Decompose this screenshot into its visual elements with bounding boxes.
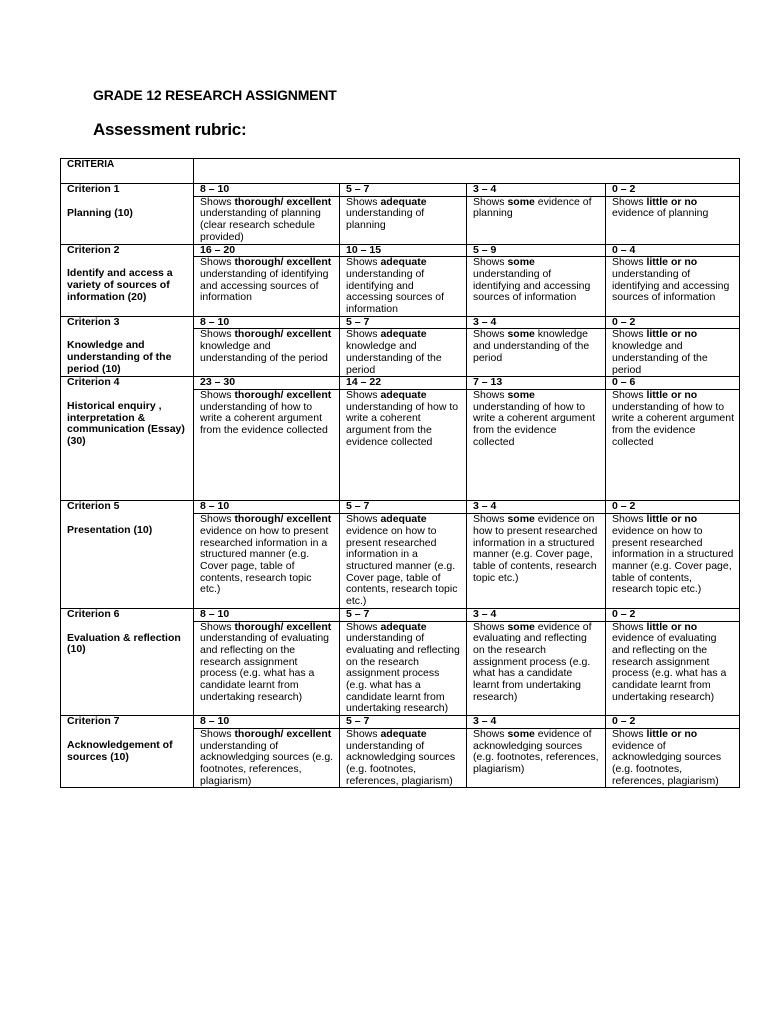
score-range-cell: 23 – 30 [194,377,340,390]
description-text: understanding of identifying and accessing sources of information [612,267,730,304]
description-text: understanding of how to write a coherent argument from the evidence collected [346,400,459,448]
description-prefix: Shows [612,195,647,208]
score-range-cell: 8 – 10 [194,316,340,329]
criterion-name: Evaluation & reflection (10) [67,631,181,656]
description-level-keyword: adequate [380,388,427,401]
level-description-cell [606,257,740,317]
description-text: evidence of acknowledging sources (e.g. footnotes, references, plagiarism) [612,739,722,787]
score-range-cell: 8 – 10 [194,716,340,729]
score-range-cell: 0 – 2 [606,716,740,729]
description-text: knowledge and understanding of the period [612,340,708,376]
score-range-cell: 5 – 9 [467,244,606,257]
score-range-cell: 3 – 4 [467,608,606,621]
page-title: GRADE 12 RESEARCH ASSIGNMENT [93,87,337,103]
description-text: evidence on how to present researched information in a structured manner (e.g. Cover page, table of contents, research topic etc.) [200,524,329,596]
description-prefix: Shows [200,256,235,269]
description-text: knowledge and understanding of the period [200,340,328,364]
description-text: knowledge and understanding of the period [346,340,442,376]
description-level-keyword: thorough/ excellent [234,328,332,341]
level-description-cell [606,728,740,788]
description-level-keyword: some [507,620,535,633]
description-prefix: Shows [473,256,508,269]
level-description-cell [467,728,606,788]
level-description-cell [194,257,340,317]
description-level-keyword: thorough/ excellent [234,727,332,740]
score-range-cell: 16 – 20 [194,244,340,257]
level-description-cell [467,257,606,317]
description-prefix: Shows [473,513,508,526]
score-range-cell: 3 – 4 [467,316,606,329]
score-range-cell: 5 – 7 [340,716,467,729]
level-description-cell [340,621,467,716]
description-prefix: Shows [346,195,381,208]
criterion-cell [61,377,194,501]
description-text: understanding of identifying and accessing sources of information [346,267,445,316]
description-text: evidence on how to present researched information in a structured manner (e.g. Cover page, table of contents, research topic etc.) [473,513,598,584]
score-range-cell: 5 – 7 [340,184,467,197]
criterion-label: Criterion 5 [67,500,120,513]
criterion-score-row [61,716,740,729]
description-prefix: Shows [612,727,647,740]
score-range-cell: 0 – 6 [606,377,740,390]
description-text: understanding of evaluating and reflecting on the research assignment process (e.g. what has a candidate learnt from undertaking research) [200,632,330,703]
description-prefix: Shows [473,388,508,401]
criteria-header-cell [61,159,194,184]
description-level-keyword: thorough/ excellent [234,256,332,269]
description-level-keyword: little or no [646,256,698,269]
score-range-cell: 5 – 7 [340,501,467,514]
score-range-cell: 3 – 4 [467,716,606,729]
description-prefix: Shows [346,388,381,401]
level-description-cell [606,514,740,609]
level-description-cell [340,389,467,501]
description-level-keyword: thorough/ excellent [234,195,332,208]
criterion-score-row [61,501,740,514]
criterion-cell [61,608,194,715]
description-level-keyword: adequate [380,513,427,526]
description-text: evidence of acknowledging sources (e.g. footnotes, references, plagiarism) [473,727,599,775]
header-blank-cell [194,159,740,184]
criterion-label: Criterion 4 [67,376,120,389]
score-range-cell: 0 – 2 [606,608,740,621]
criterion-score-row [61,608,740,621]
score-range-cell: 5 – 7 [340,316,467,329]
criterion-name: Acknowledgement of sources (10) [67,738,173,763]
description-level-keyword: some [507,513,535,526]
description-level-keyword: adequate [380,195,427,208]
criterion-name: Historical enquiry , interpretation & communication (Essay) (30) [67,399,185,448]
level-description-cell [194,728,340,788]
criterion-score-row [61,316,740,329]
description-level-keyword: little or no [646,727,698,740]
description-text: understanding of planning [346,207,425,232]
description-prefix: Shows [612,620,647,633]
level-description-cell [606,329,740,377]
description-text: understanding of acknowledging sources (e.g. footnotes, references, plagiarism) [346,739,456,787]
criterion-label: Criterion 6 [67,607,120,620]
level-description-cell [467,621,606,716]
description-level-keyword: thorough/ excellent [234,620,332,633]
description-prefix: Shows [346,727,381,740]
description-level-keyword: some [507,328,535,341]
score-range-cell: 8 – 10 [194,608,340,621]
description-prefix: Shows [473,727,508,740]
score-range-cell: 3 – 4 [467,184,606,197]
description-level-keyword: thorough/ excellent [234,388,332,401]
description-prefix: Shows [346,513,381,526]
description-level-keyword: adequate [380,727,427,740]
level-description-cell [340,329,467,377]
level-description-cell [194,389,340,501]
score-range-cell: 0 – 2 [606,501,740,514]
level-description-cell [467,389,606,501]
criterion-cell [61,316,194,377]
description-level-keyword: adequate [380,620,427,633]
criterion-label: Criterion 1 [67,183,120,195]
level-description-cell [340,257,467,317]
description-prefix: Shows [200,195,235,208]
rubric-table [60,158,740,788]
criterion-score-row [61,184,740,197]
score-range-cell: 0 – 4 [606,244,740,257]
score-range-cell: 5 – 7 [340,608,467,621]
description-text: knowledge and understanding of the period [473,328,590,364]
description-level-keyword: little or no [646,513,698,526]
description-prefix: Shows [612,328,647,341]
page-subtitle: Assessment rubric: [93,120,247,139]
description-text: understanding of how to write a coherent argument from the evidence collected [473,400,595,448]
description-prefix: Shows [612,388,647,401]
description-prefix: Shows [473,328,508,341]
description-prefix: Shows [200,388,235,401]
criterion-score-row [61,244,740,257]
level-description-cell [467,196,606,244]
description-prefix: Shows [346,620,381,633]
description-level-keyword: some [507,256,535,269]
description-level-keyword: some [507,388,535,401]
description-prefix: Shows [200,727,235,740]
level-description-cell [194,621,340,716]
rubric-body [61,159,740,788]
description-text: evidence of planning [473,195,592,220]
description-prefix: Shows [200,620,235,633]
description-level-keyword: little or no [646,620,698,633]
level-description-cell [194,196,340,244]
description-level-keyword: little or no [646,195,698,208]
score-range-cell: 8 – 10 [194,184,340,197]
description-text: evidence of evaluating and reflecting on the research assignment process (e.g. what has a candidate learnt from undertaking research) [612,632,727,703]
level-description-cell [194,514,340,609]
level-description-cell [194,329,340,377]
level-description-cell [467,329,606,377]
header-row [61,159,740,184]
description-prefix: Shows [346,328,381,341]
description-prefix: Shows [346,256,381,269]
description-level-keyword: some [507,727,535,740]
description-level-keyword: adequate [380,256,427,269]
description-level-keyword: some [507,195,535,208]
description-text: understanding of evaluating and reflecting on the research assignment process (e.g. what has a candidate learnt from undertaking research) [346,632,460,715]
score-range-cell: 14 – 22 [340,377,467,390]
description-text: evidence on how to present researched information in a structured manner (e.g. Cover page, table of contents, research topic etc.) [346,524,458,608]
description-text: understanding of acknowledging sources (e.g. footnotes, references, plagiarism) [200,739,334,787]
description-prefix: Shows [473,620,508,633]
level-description-cell [606,621,740,716]
description-level-keyword: little or no [646,388,698,401]
criterion-name: Presentation (10) [67,524,153,537]
description-text: evidence of evaluating and reflecting on the research assignment process (e.g. what has a candidate learnt from undertaking research) [473,620,592,703]
description-level-keyword: little or no [646,328,698,341]
description-prefix: Shows [200,328,235,341]
criterion-cell [61,501,194,608]
description-prefix: Shows [200,513,235,526]
criterion-label: Criterion 7 [67,715,120,728]
score-range-cell: 10 – 15 [340,244,467,257]
level-description-cell [606,196,740,244]
criterion-name: Knowledge and understanding of the period (10) [67,339,172,375]
description-level-keyword: adequate [380,328,427,341]
criterion-label: Criterion 3 [67,315,120,328]
level-description-cell [340,728,467,788]
score-range-cell: 0 – 2 [606,316,740,329]
description-text: understanding of identifying and accessing sources of information [200,267,329,304]
description-prefix: Shows [612,256,647,269]
description-text: evidence of planning [612,207,709,220]
description-level-keyword: thorough/ excellent [234,513,332,526]
description-prefix: Shows [473,195,508,208]
score-range-cell: 7 – 13 [467,377,606,390]
score-range-cell: 3 – 4 [467,501,606,514]
level-description-cell [340,196,467,244]
criterion-name: Identify and access a variety of sources of information (20) [67,267,173,303]
criterion-score-row [61,377,740,390]
description-text: evidence on how to present researched information in a structured manner (e.g. Cover page, table of contents, research topic etc.) [612,524,734,596]
level-description-cell [467,514,606,609]
score-range-cell: 0 – 2 [606,184,740,197]
criterion-label: Criterion 2 [67,243,120,256]
criteria-header: CRITERIA [67,159,115,170]
description-text: understanding of how to write a coherent argument from the evidence collected [612,400,734,448]
criterion-name: Planning (10) [67,206,133,219]
description-text: understanding of identifying and accessing sources of information [473,267,591,304]
description-prefix: Shows [612,513,647,526]
criterion-cell [61,716,194,788]
score-range-cell: 8 – 10 [194,501,340,514]
criterion-cell [61,244,194,316]
level-description-cell [606,389,740,501]
description-text: understanding of how to write a coherent argument from the evidence collected [200,400,328,437]
level-description-cell [340,514,467,609]
description-text: understanding of planning (clear research schedule provided) [200,207,321,243]
criterion-cell [61,184,194,245]
